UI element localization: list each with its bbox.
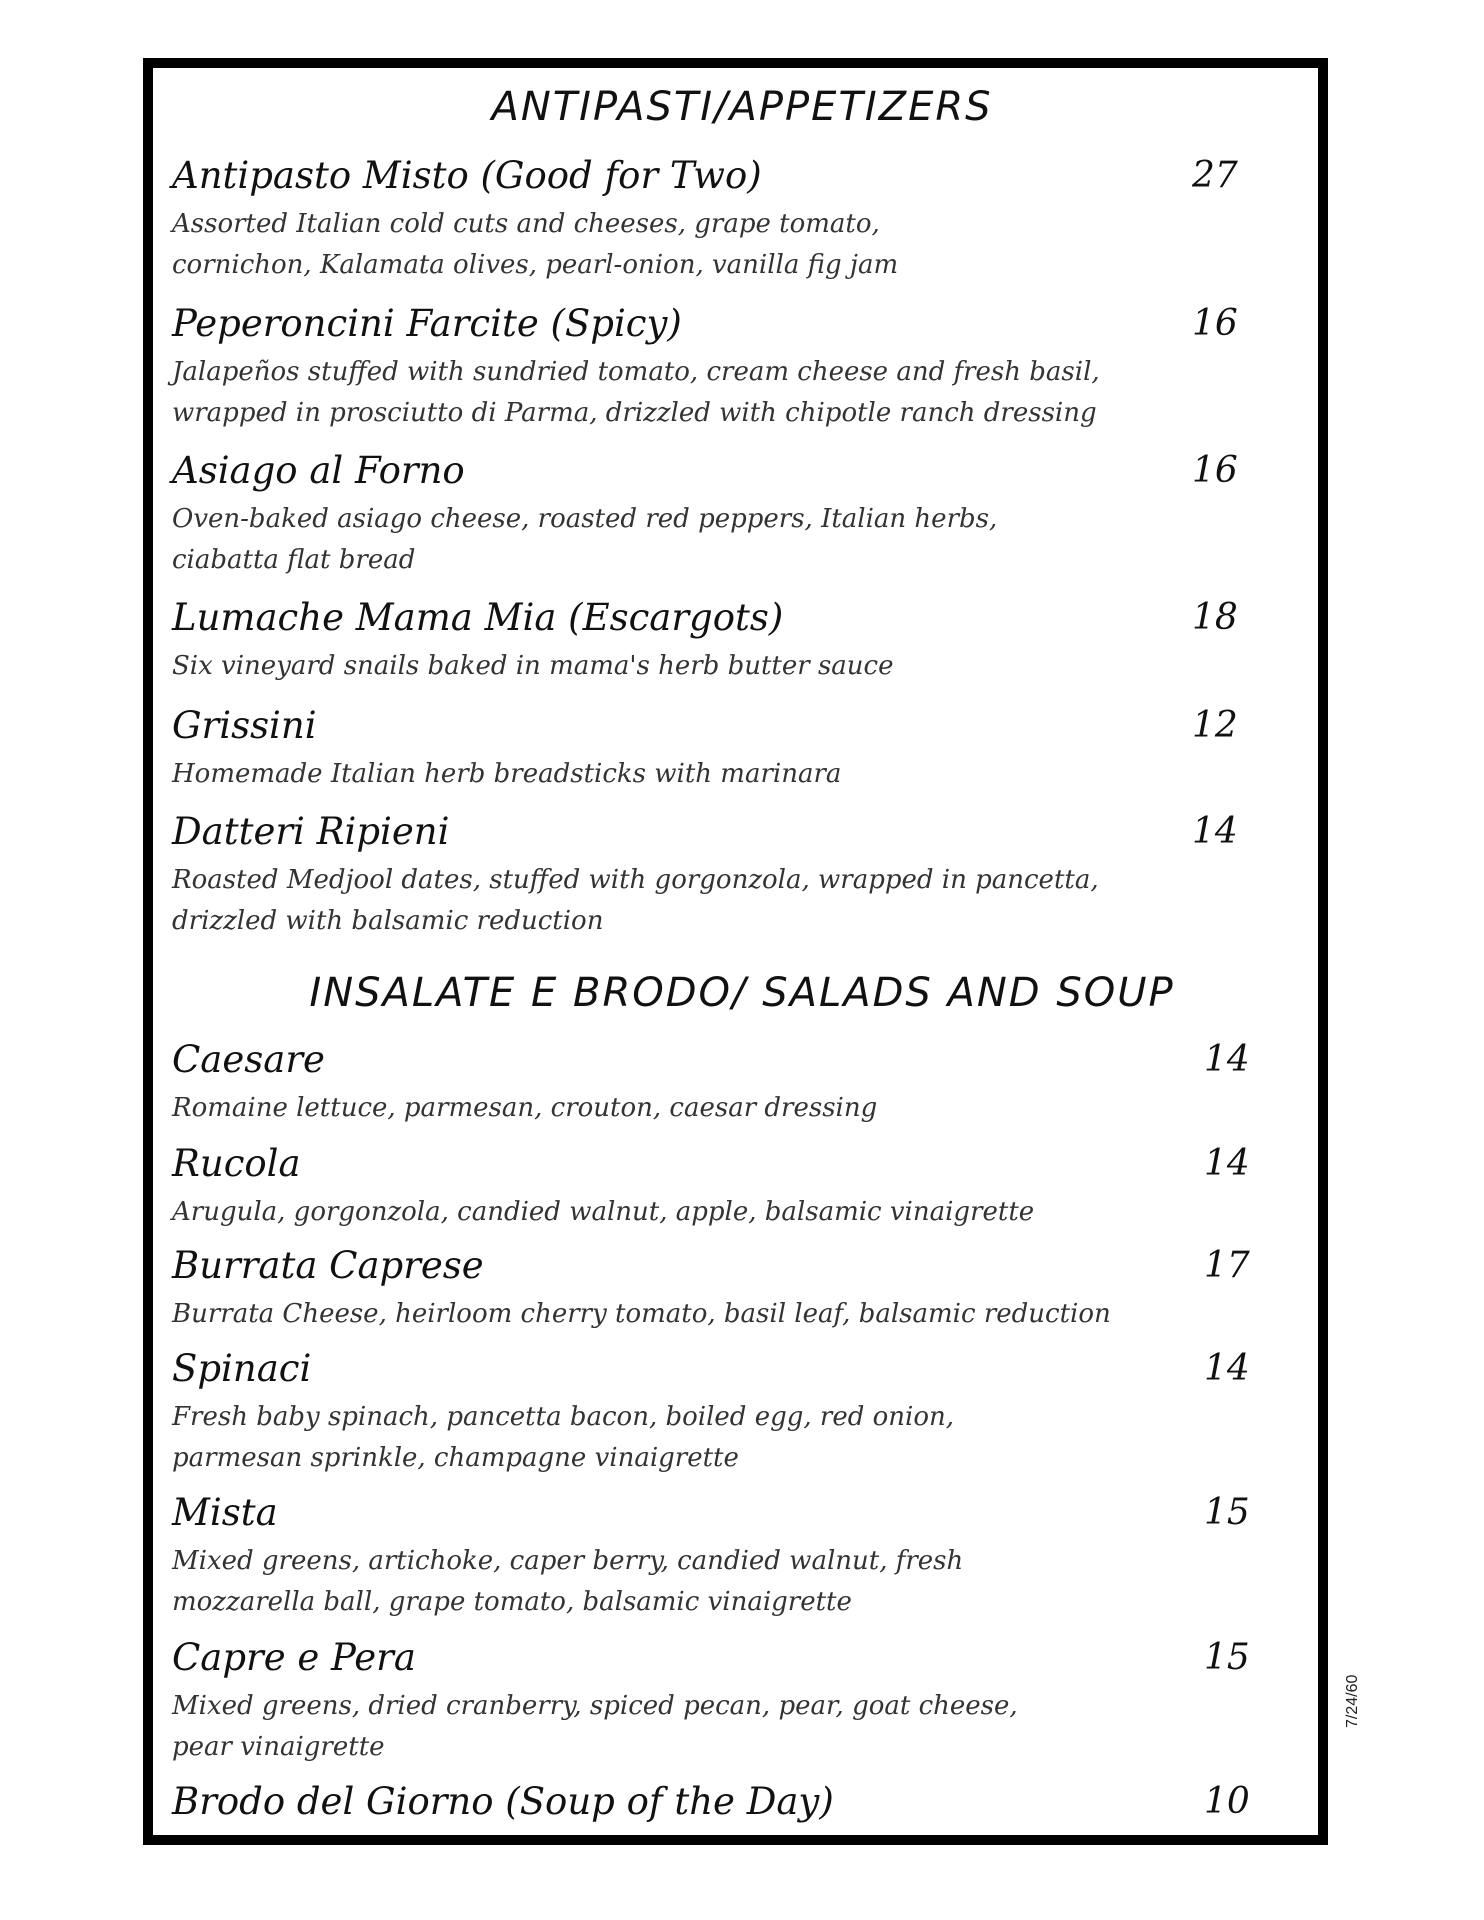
item-price: 27 — [1192, 155, 1238, 196]
item-description: Roasted Medjool dates, stuffed with gorgonzola, wrapped in pancetta, drizzled with balsamic reduction — [172, 865, 1099, 936]
item-description: Six vineyard snails baked in mama's herb butter sauce — [172, 651, 894, 681]
item-name: Datteri Ripieni — [172, 810, 450, 853]
item-name: Capre e Pera — [172, 1636, 416, 1679]
item-price: 15 — [1204, 1492, 1250, 1533]
menu-item-lumache-mama-mia — [172, 596, 1272, 687]
menu-item-spinaci — [172, 1347, 1272, 1479]
item-name: Peperoncini Farcite (Spicy) — [172, 302, 682, 345]
item-price: 16 — [1192, 303, 1238, 344]
menu-item-rucola — [172, 1142, 1272, 1233]
section-title-salads-soup: INSALATE E BRODO/ SALADS AND SOUP — [309, 970, 1175, 1016]
item-price: 14 — [1204, 1143, 1250, 1184]
item-name: Lumache Mama Mia (Escargots) — [172, 596, 784, 639]
item-price: 14 — [1192, 811, 1238, 852]
item-description: Romaine lettuce, parmesan, crouton, caesar dressing — [172, 1093, 878, 1123]
item-description: Fresh baby spinach, pancetta bacon, boiled egg, red onion, parmesan sprinkle, champagne vinaigrette — [172, 1402, 954, 1473]
item-name: Grissini — [172, 704, 317, 747]
item-price: 10 — [1204, 1781, 1250, 1822]
section-title-appetizers: ANTIPASTI/APPETIZERS — [491, 84, 993, 130]
item-name: Antipasto Misto (Good for Two) — [172, 154, 762, 197]
item-description: Burrata Cheese, heirloom cherry tomato, basil leaf, balsamic reduction — [172, 1299, 1111, 1329]
item-price: 15 — [1204, 1637, 1250, 1678]
menu-item-asiago-al-forno — [172, 449, 1272, 581]
menu-item-grissini — [172, 704, 1272, 795]
item-name: Burrata Caprese — [172, 1244, 484, 1287]
item-description: Mixed greens, artichoke, caper berry, candied walnut, fresh mozzarella ball, grape tomato, balsamic vinaigrette — [172, 1546, 964, 1617]
item-price: 12 — [1192, 705, 1238, 746]
menu-item-caesare — [172, 1038, 1272, 1129]
item-price: 14 — [1204, 1039, 1250, 1080]
item-name: Mista — [172, 1491, 278, 1534]
item-name: Spinaci — [172, 1347, 312, 1390]
side-note-date: 7/24/60 — [1344, 1674, 1361, 1728]
item-description: Homemade Italian herb breadsticks with marinara — [172, 759, 842, 789]
menu-item-peperoncini-farcite — [172, 302, 1272, 434]
item-description: Arugula, gorgonzola, candied walnut, apple, balsamic vinaigrette — [172, 1197, 1035, 1227]
item-description: Assorted Italian cold cuts and cheeses, grape tomato, cornichon, Kalamata olives, pearl-onion, vanilla fig jam — [172, 209, 899, 280]
menu-item-brodo-del-giorno — [172, 1780, 1272, 1824]
item-name: Asiago al Forno — [172, 449, 465, 492]
item-description: Jalapeños stuffed with sundried tomato, cream cheese and fresh basil, wrapped in prosciutto di Parma, drizzled with chipotle ranch dressing — [172, 357, 1100, 428]
item-price: 16 — [1192, 450, 1238, 491]
menu-item-mista — [172, 1491, 1272, 1623]
item-description: Oven-baked asiago cheese, roasted red peppers, Italian herbs, ciabatta flat bread — [172, 504, 998, 575]
item-price: 17 — [1204, 1245, 1250, 1286]
item-name: Caesare — [172, 1038, 325, 1081]
menu-item-burrata-caprese — [172, 1244, 1272, 1335]
menu-item-capre-e-pera — [172, 1636, 1272, 1768]
item-price: 18 — [1192, 597, 1238, 638]
item-name: Rucola — [172, 1142, 301, 1185]
item-description: Mixed greens, dried cranberry, spiced pecan, pear, goat cheese, pear vinaigrette — [172, 1691, 1018, 1762]
item-name: Brodo del Giorno (Soup of the Day) — [172, 1780, 834, 1823]
menu-item-datteri-ripieni — [172, 810, 1272, 942]
menu-item-antipasto-misto — [172, 154, 1272, 286]
item-price: 14 — [1204, 1348, 1250, 1389]
